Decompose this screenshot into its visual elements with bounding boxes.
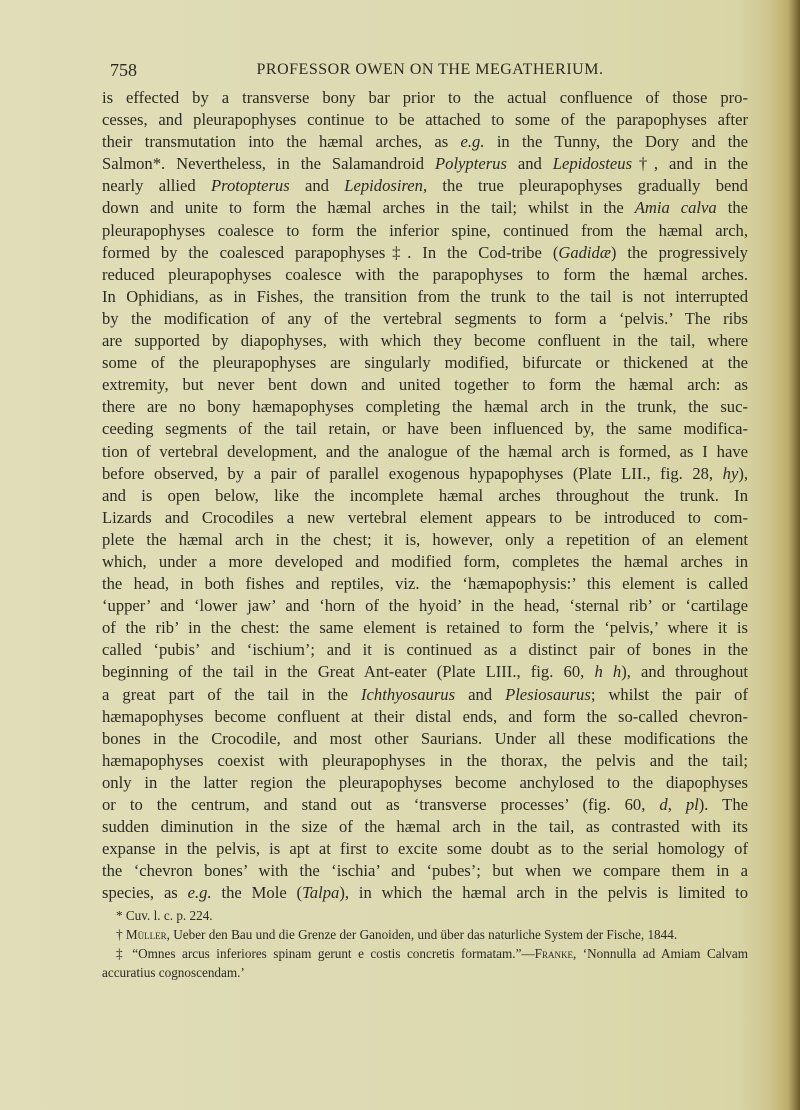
italic-term: Talpa [302,883,340,903]
text-line: a great part of the tail in the Ichthyosaurus and Plesiosaurus; whilst the pair of [102,684,748,704]
page-header [110,60,750,82]
author-name: Müller [125,927,167,942]
text-line: bones in the Crocodile, and most other Saurians. Under all these modifications the [102,728,748,748]
text-line: formed by the coalesced parapophyses‡. In the Cod-tribe (Gadidæ) the progressively [102,242,748,262]
text-line: In Ophidians, as in Fishes, the transition from the trunk to the tail is not interrupted [102,286,748,306]
italic-term: hy [722,463,739,483]
text-line: there are no bony hæmapophyses completing the hæmal arch in the trunk, the suc- [102,397,748,417]
text-line: hæmapophyses coexist with pleurapophyses in the thorax, the pelvis and the tail; [102,750,748,770]
footnotes [102,906,748,982]
text-line: extremity, but never bent down and united together to form the hæmal arch: as [102,375,748,395]
text-line: down and unite to form the hæmal arches in the tail; whilst in the Amia calva the [102,198,748,218]
text-line: reduced pleurapophyses coalesce with the parapophyses to form the hæmal arches. [102,264,748,284]
text-line: of the rib’ in the chest: the same element is retained to form the ‘pelvis,’ where it is [102,618,748,638]
italic-term: Protopterus [210,176,290,196]
text-line: their transmutation into the hæmal arches, as e.g. in the Tunny, the Dory and the [102,132,748,152]
text-line: plete the hæmal arch in the chest; it is, however, only a repetition of an element [102,529,748,549]
italic-term: Lepidosiren [344,176,423,196]
text-line: Lizards and Crocodiles a new vertebral element appears to be introduced to com- [102,507,748,527]
text-line: sudden diminution in the size of the hæmal arch in the tail, as contrasted with its [102,817,748,837]
italic-term: d, pl [659,795,699,814]
text-line: tion of vertebral development, and the analogue of the hæmal arch is formed, as I have [102,441,748,461]
text-line: beginning of the tail in the Great Ant-eater (Plate LIII., fig. 60, h h), and throughout [102,662,748,682]
italic-term: Amia calva [634,198,717,218]
footnote: * Cuv. l. c. p. 224. [116,908,213,923]
italic-term: Plesiosaurus [505,684,591,704]
italic-term: h h [594,662,622,682]
text-line: species, as e.g. the Mole (Talpa), in which the hæmal arch in the pelvis is limited to [102,883,748,903]
text-line: or to the centrum, and stand out as ‘transverse processes’ (fig. 60, d, pl). The [102,795,748,814]
text-line: and is open below, like the incomplete hæmal arches throughout the trunk. In [102,485,748,505]
text-line: hæmapophyses become confluent at their distal ends, and form the so-called chevron- [102,706,748,726]
text-line: by the modification of any of the vertebral segments to form a ‘pelvis.’ The ribs [102,308,748,328]
text-line: the ‘chevron bones’ with the ‘ischia’ and ‘pubes’; but when we compare them in a [102,861,748,881]
text-line: ceeding segments of the tail retain, or have been influenced by, the same modifica- [102,419,748,439]
text-line: some of the pleurapophyses are singularly modified, bifurcate or thickened at the [102,353,748,373]
author-name: Franke [534,946,573,961]
italic-term: Ichthyosaurus [361,684,456,704]
text-line: Salmon*. Nevertheless, in the Salamandroid Polypterus and Lepidosteus†, and in the [102,154,748,174]
italic-term: Lepidosteus [552,154,633,174]
body-text [102,87,748,904]
italic-term: e.g. [460,132,485,152]
italic-term: e.g. [187,883,212,903]
italic-term: Polypterus [435,154,507,174]
footnote: † Müller, Ueber den Bau und die Grenze der Ganoiden, und über das naturliche System der Fische, 1844. [116,927,678,942]
running-head: PROFESSOR OWEN ON THE MEGATHERIUM. [256,61,604,78]
text-line: are supported by diapophyses, with which they become confluent in the tail, where [102,331,748,351]
text-line: ‘upper’ and ‘lower jaw’ and ‘horn of the hyoid’ in the head, ‘sternal rib’ or ‘cartilage [102,596,748,616]
text-line: is effected by a transverse bony bar prior to the actual confluence of those pro- [102,88,748,107]
text-line: before observed, by a pair of parallel exogenous hypapophyses (Plate LII., fig. 28, hy), [102,463,748,483]
text-line: pleurapophyses coalesce to form the inferior spine, continued from the hæmal arch, [102,220,748,240]
page-number: 758 [110,60,137,80]
footnote: ‡ “Omnes arcus inferiores spinam gerunt e costis concretis formatam.”—Franke, ‘Nonnulla ad Amiam Calvam accuratius cognoscendam.’ [102,946,749,980]
text-line: cesses, and pleurapophyses continue to be attached to some of the parapophyses after [102,110,748,130]
text-line: which, under a more developed and modified form, completes the hæmal arches in [102,551,748,571]
text-line: only in the latter region the pleurapophyses become anchylosed to the diapophyses [102,772,748,792]
text-line: expanse in the pelvis, is apt at first to excite some doubt as to the serial homology of [102,839,748,859]
text-line: the head, in both fishes and reptiles, viz. the ‘hæmapophysis:’ this element is called [102,574,748,594]
text-line: called ‘pubis’ and ‘ischium’; and it is continued as a distinct pair of bones in the [102,640,748,660]
italic-term: Gadidæ [558,242,611,262]
text-line: nearly allied Protopterus and Lepidosiren, the true pleurapophyses gradually bend [102,176,748,196]
